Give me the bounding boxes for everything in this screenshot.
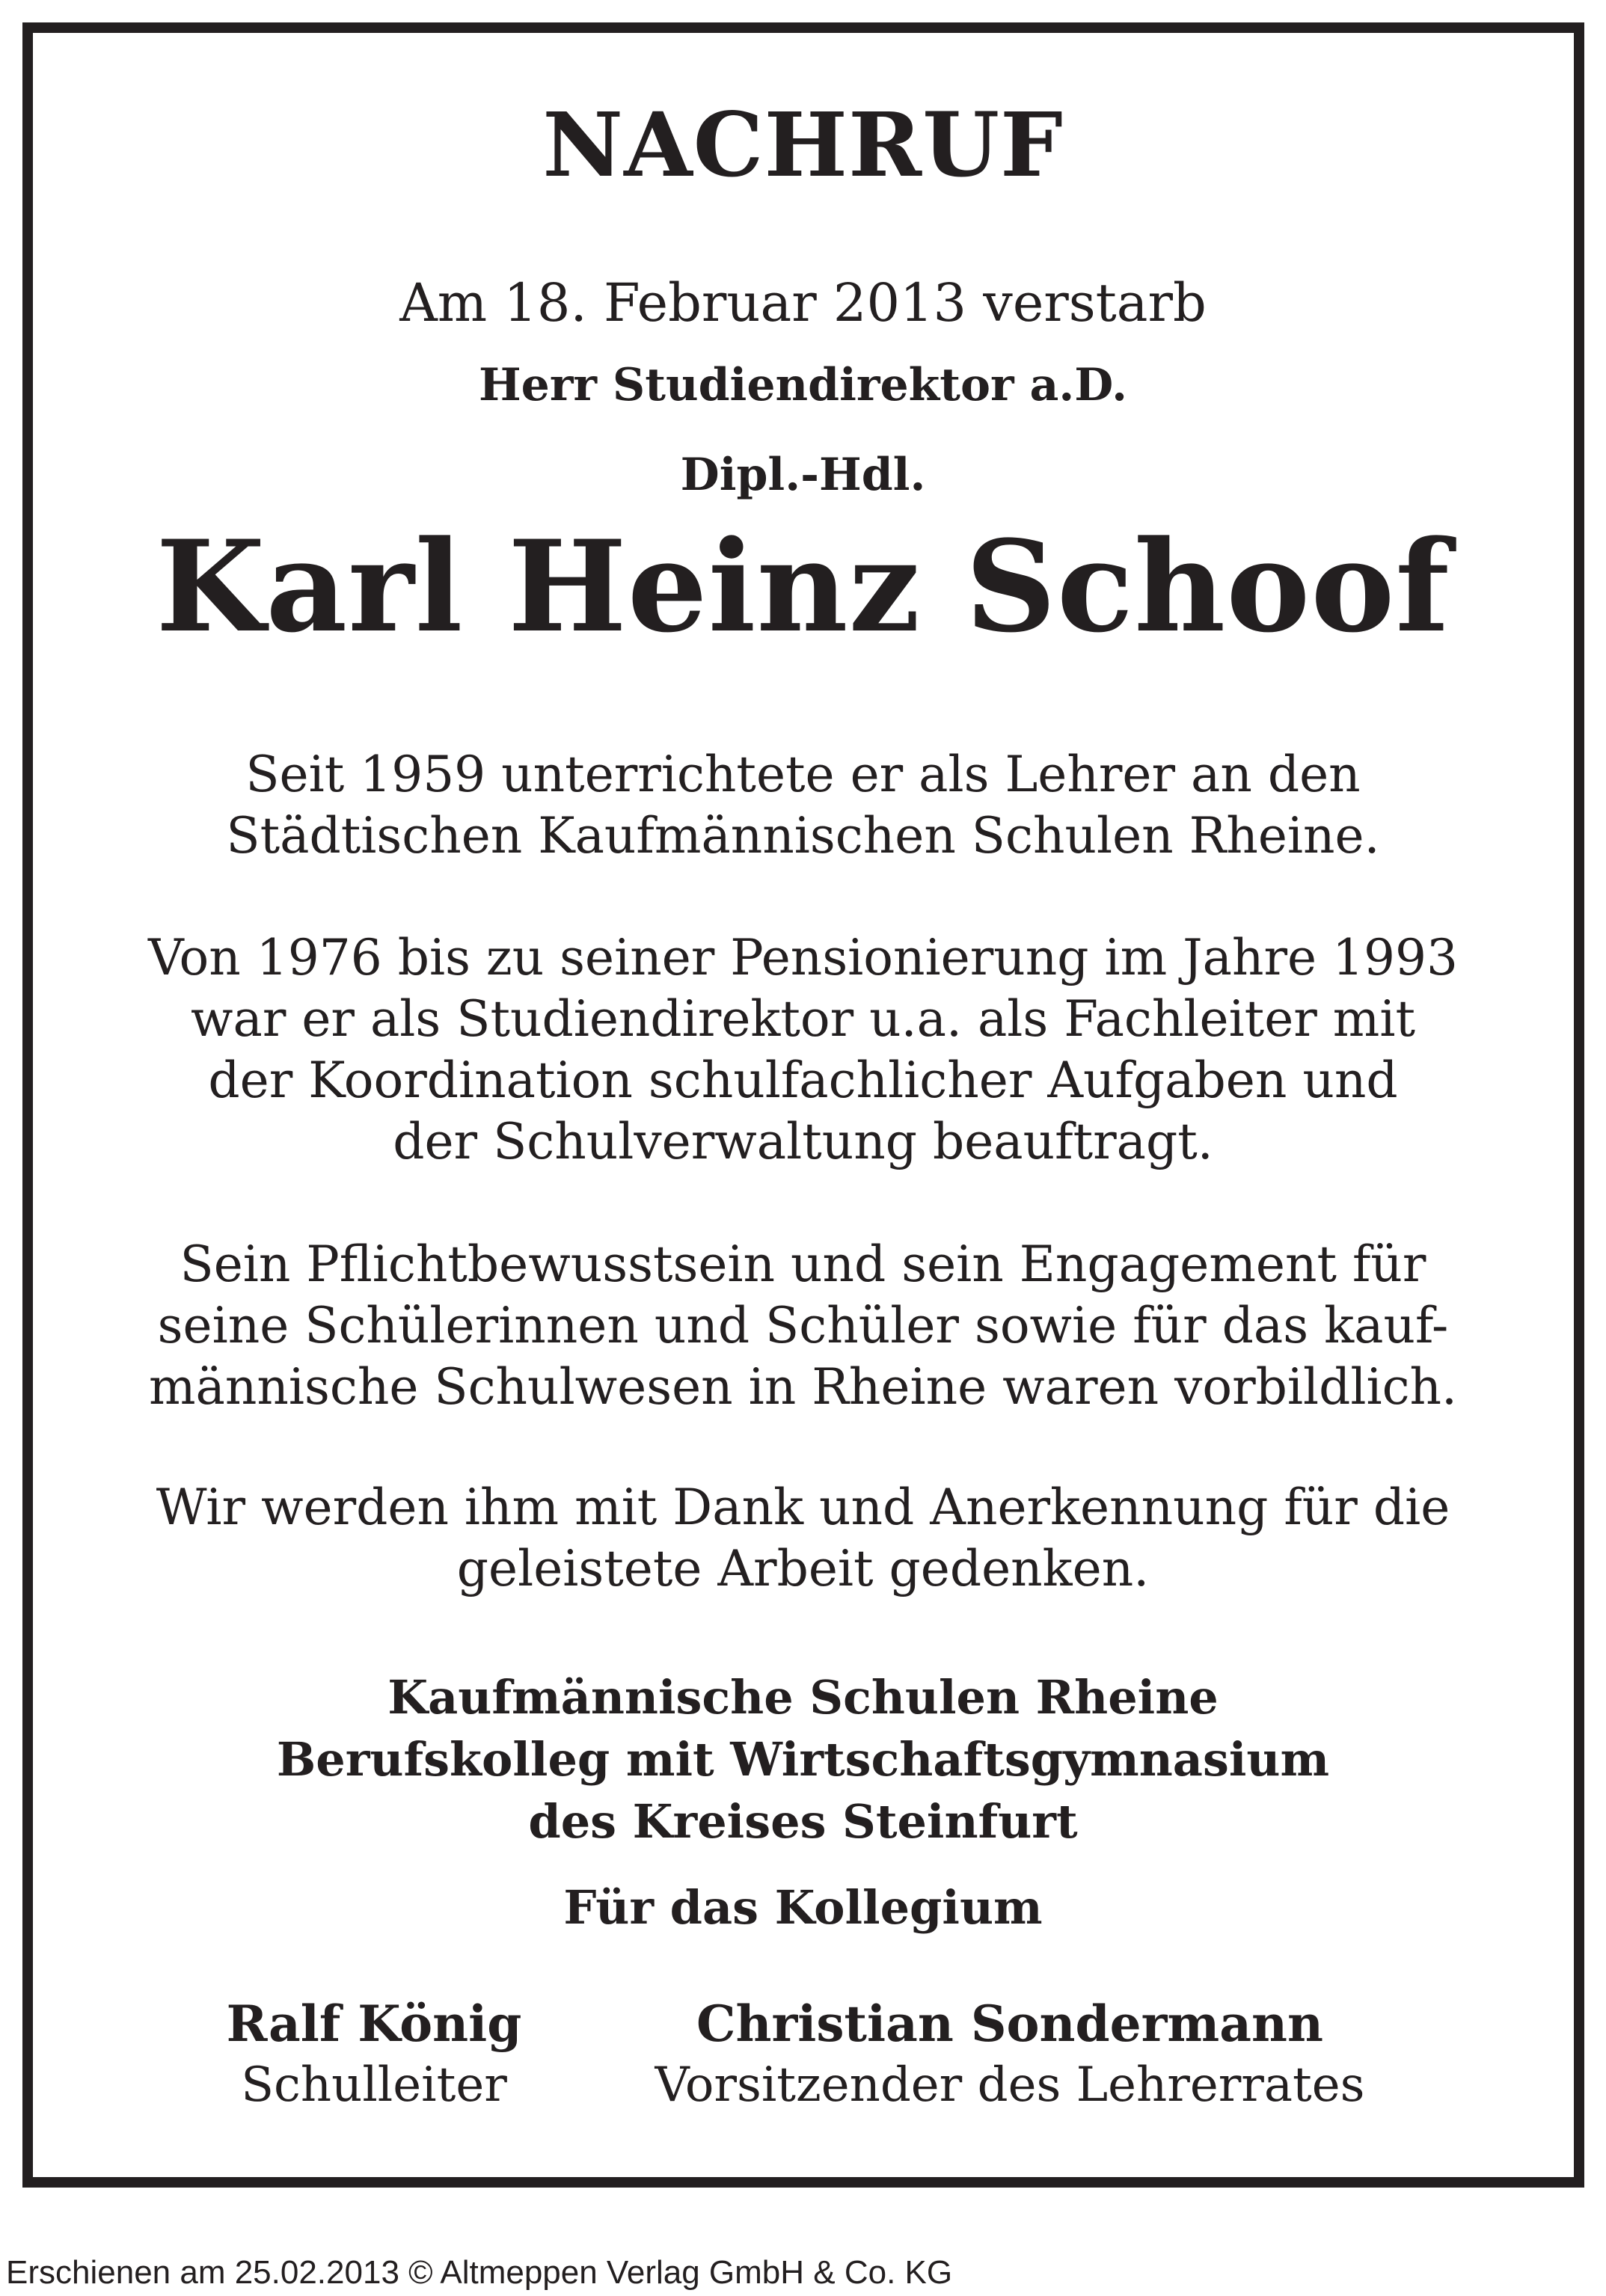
paragraph-line: war er als Studiendirektor u.a. als Fachleiter mit xyxy=(190,990,1415,1048)
signer-role: Schulleiter xyxy=(241,2057,507,2113)
paragraph-line: der Schulverwaltung beauftragt. xyxy=(393,1113,1213,1170)
publication-footer: Erschienen am 25.02.2013 © Altmeppen Verlag GmbH & Co. KG xyxy=(6,2254,953,2291)
degree-line: Dipl.-Hdl. xyxy=(680,449,926,501)
organization-line: des Kreises Steinfurt xyxy=(528,1794,1078,1849)
paragraph-line: Städtischen Kaufmännischen Schulen Rheine. xyxy=(226,807,1380,865)
paragraph-career xyxy=(0,927,1606,1173)
rank-line: Herr Studiendirektor a.D. xyxy=(478,359,1128,411)
signer-name: Christian Sondermann xyxy=(696,1995,1323,2053)
death-date-line: Am 18. Februar 2013 verstarb xyxy=(399,272,1207,334)
signer-council-chair xyxy=(636,1993,1384,2116)
kollegium-line: Für das Kollegium xyxy=(563,1880,1043,1935)
paragraph-line: Wir werden ihm mit Dank und Anerkennung für die xyxy=(156,1479,1450,1536)
paragraph-engagement xyxy=(0,1234,1606,1418)
paragraph-line: der Koordination schulfachlicher Aufgaben und xyxy=(208,1052,1398,1109)
paragraph-gratitude xyxy=(0,1477,1606,1600)
organization-block xyxy=(0,1666,1606,1853)
paragraph-line: männische Schulwesen in Rheine waren vorbildlich. xyxy=(148,1358,1458,1416)
signer-principal xyxy=(224,1993,524,2116)
organization-line: Berufskolleg mit Wirtschaftsgymnasium xyxy=(276,1732,1330,1787)
notice-title: NACHRUF xyxy=(542,93,1064,197)
paragraph-line: seine Schülerinnen und Schüler sowie für das kauf- xyxy=(157,1297,1449,1354)
deceased-name: Karl Heinz Schoof xyxy=(156,512,1450,660)
organization-line: Kaufmännische Schulen Rheine xyxy=(387,1670,1219,1725)
paragraph-line: geleistete Arbeit gedenken. xyxy=(456,1540,1150,1597)
signer-role: Vorsitzender des Lehrerrates xyxy=(655,2057,1365,2113)
paragraph-teaching xyxy=(0,744,1606,867)
paragraph-line: Seit 1959 unterrichtete er als Lehrer an den xyxy=(245,746,1361,803)
paragraph-line: Von 1976 bis zu seiner Pensionierung im Jahre 1993 xyxy=(147,929,1459,986)
paragraph-line: Sein Pflichtbewusstsein und sein Engagement für xyxy=(180,1236,1426,1293)
signer-name: Ralf König xyxy=(226,1995,522,2053)
